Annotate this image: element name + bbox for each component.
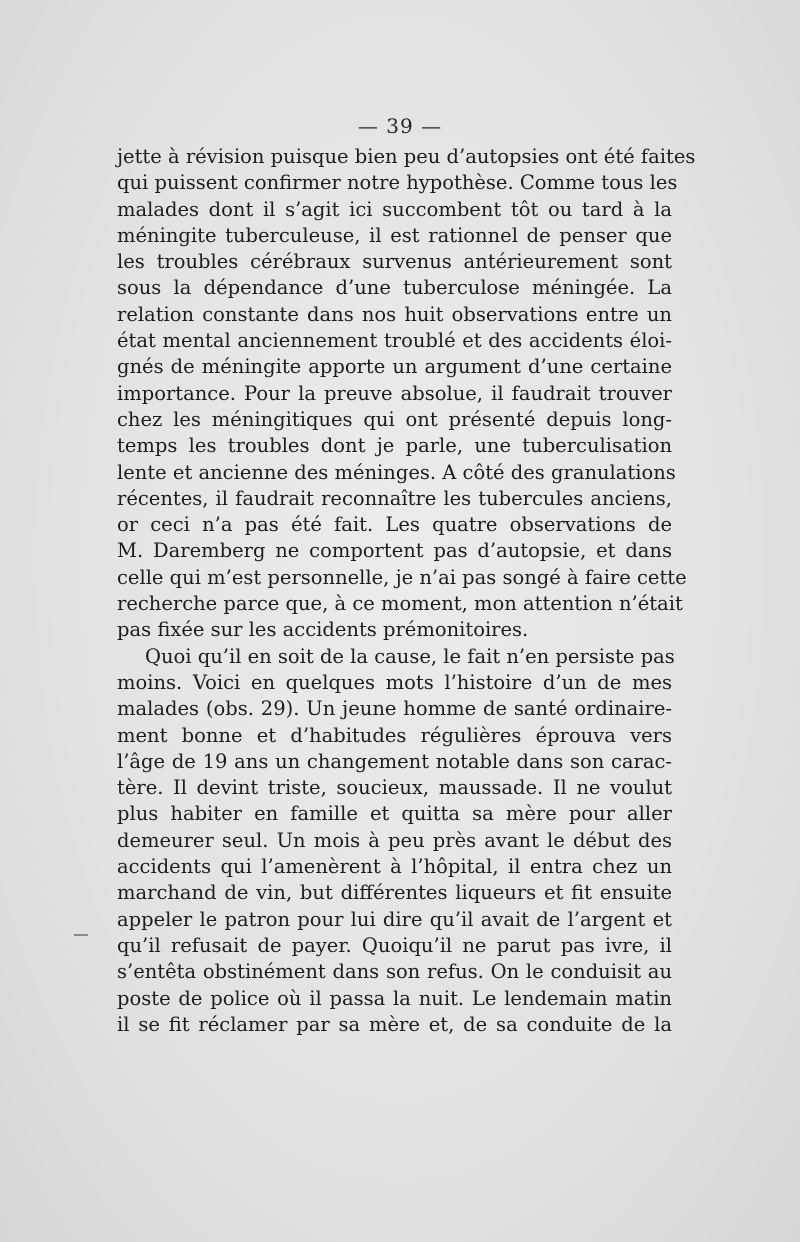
text-line: Quoi qu’il en soit de la cause, le fait n’en persiste pas <box>145 644 675 668</box>
text-line: recherche parce que, à ce moment, mon attention n’était <box>117 592 683 616</box>
body-text <box>117 144 696 1038</box>
text-line: les troubles cérébraux survenus antérieurement sont <box>117 250 672 274</box>
text-line: sous la dépendance d’une tuberculose méningée. La <box>117 276 672 300</box>
text-line: pas fixée sur les accidents prémonitoires. <box>117 618 529 642</box>
text-line: gnés de méningite apporte un argument d’une certaine <box>117 355 672 379</box>
text-line: qu’il refusait de payer. Quoiqu’il ne parut pas ivre, il <box>117 933 672 957</box>
text-line: poste de police où il passa la nuit. Le lendemain matin <box>117 986 672 1010</box>
margin-mark <box>74 934 88 936</box>
text-line: chez les méningitiques qui ont présenté depuis long- <box>117 407 672 431</box>
text-line: l’âge de 19 ans un changement notable dans son carac- <box>117 749 672 773</box>
page-number: — 39 — <box>357 114 443 138</box>
text-line: importance. Pour la preuve absolue, il faudrait trouver <box>117 381 672 405</box>
text-line: M. Daremberg ne comportent pas d’autopsie, et dans <box>117 539 672 563</box>
text-line: moins. Voici en quelques mots l’histoire d’un de mes <box>117 670 672 694</box>
text-line: demeurer seul. Un mois à peu près avant le début des <box>117 828 672 852</box>
text-line: relation constante dans nos huit observations entre un <box>117 302 672 326</box>
text-line: lente et ancienne des méninges. A côté des granulations <box>117 460 676 484</box>
text-line: qui puissent confirmer notre hypothèse. Comme tous les <box>117 171 678 195</box>
text-line: état mental anciennement troublé et des accidents éloi- <box>117 329 672 353</box>
text-line: méningite tuberculeuse, il est rationnel de penser que <box>117 223 672 247</box>
text-line: celle qui m’est personnelle, je n’ai pas songé à faire cette <box>117 565 687 589</box>
text-line: plus habiter en famille et quitta sa mère pour aller <box>117 802 672 826</box>
text-line: malades dont il s’agit ici succombent tôt ou tard à la <box>117 197 672 221</box>
text-line: jette à révision puisque bien peu d’autopsies ont été faites <box>117 145 696 168</box>
text-line: accidents qui l’amenèrent à l’hôpital, il entra chez un <box>117 855 672 879</box>
text-line: marchand de vin, but différentes liqueurs et fit ensuite <box>117 881 672 905</box>
text-line: s’entêta obstinément dans son refus. On le conduisit au <box>117 960 672 984</box>
text-line: or ceci n’a pas été fait. Les quatre observations de <box>117 513 672 537</box>
text-line: ment bonne et d’habitudes régulières éprouva vers <box>117 723 672 747</box>
text-line: tère. Il devint triste, soucieux, maussade. Il ne voulut <box>117 776 672 800</box>
text-line: récentes, il faudrait reconnaître les tubercules anciens, <box>117 486 672 510</box>
text-line: il se fit réclamer par sa mère et, de sa conduite de la <box>117 1012 672 1036</box>
text-line: temps les troubles dont je parle, une tuberculisation <box>117 434 672 458</box>
text-line: appeler le patron pour lui dire qu’il avait de l’argent et <box>117 907 672 931</box>
text-line: malades (obs. 29). Un jeune homme de santé ordinaire- <box>117 697 672 721</box>
